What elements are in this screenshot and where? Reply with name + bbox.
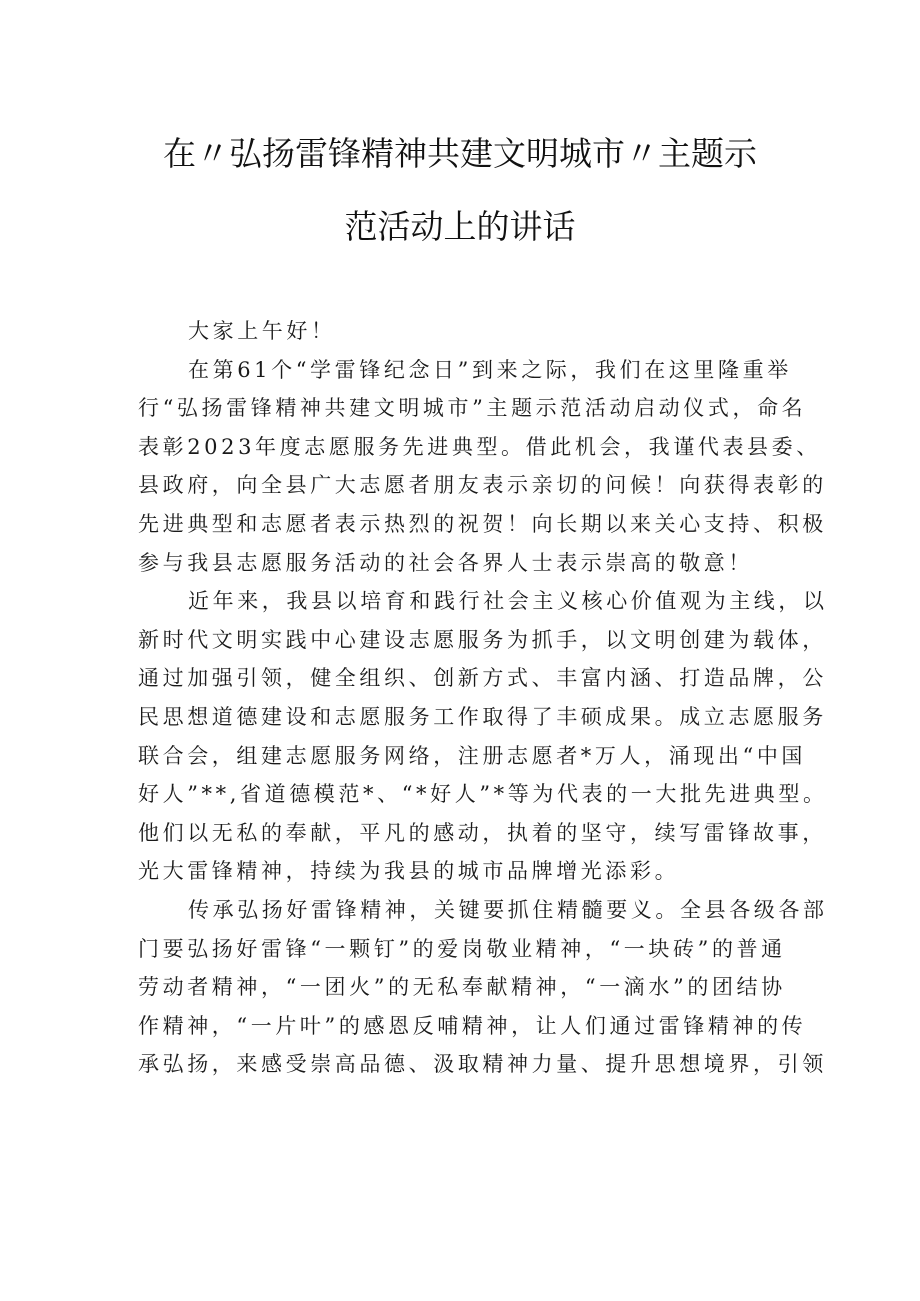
paragraph-greeting [138, 312, 798, 351]
text-line: 作精神，“一片叶”的感恩反哺精神，让人们通过雷锋精神的传 [138, 1013, 807, 1038]
text-line: 县政府，向全县广大志愿者朋友表示亲切的问候！向获得表彰的 [138, 473, 827, 498]
text-line: 近年来，我县以培育和践行社会主义核心价值观为主线，以 [188, 589, 828, 614]
paragraph-lei-feng-spirit [138, 891, 828, 1084]
paragraph-achievements [138, 582, 828, 891]
text-line: 民思想道德建设和志愿服务工作取得了丰硕成果。成立志愿服务 [138, 704, 827, 729]
text-line: 光大雷锋精神，持续为我县的城市品牌增光添彩。 [138, 859, 680, 884]
text-line: 门要弘扬好雷锋“一颗钉”的爱岗敬业精神，“一块砖”的普通 [138, 936, 786, 961]
text-line: 好人”**,省道德模范*、“*好人”*等为代表的一大批先进典型。 [138, 782, 828, 807]
document-title-line-2: 范活动上的讲话 [344, 207, 576, 246]
text-line: 在第61个“学雷锋纪念日”到来之际，我们在这里隆重举 [188, 357, 792, 382]
text-line: 联合会，组建志愿服务网络，注册志愿者*万人，涌现出“中国 [138, 743, 807, 768]
text-line: 大家上午好！ [188, 319, 336, 343]
text-line: 参与我县志愿服务活动的社会各界人士表示崇高的敬意！ [138, 550, 753, 575]
text-line: 承弘扬，来感受崇高品德、汲取精神力量、提升思想境界，引领 [138, 1052, 827, 1077]
text-line: 行“弘扬雷锋精神共建文明城市”主题示范活动启动仪式，命名 [138, 396, 807, 421]
text-line: 先进典型和志愿者表示热烈的祝贺！向长期以来关心支持、积极 [138, 511, 827, 536]
text-line: 他们以无私的奉献，平凡的感动，执着的坚守，续写雷锋故事， [138, 820, 827, 845]
text-line: 新时代文明实践中心建设志愿服务为抓手，以文明创建为载体， [138, 627, 827, 652]
document-title-line-1: 在〃弘扬雷锋精神共建文明城市〃主题示 [163, 134, 757, 173]
text-line: 通过加强引领，健全组织、创新方式、丰富内涵、打造品牌，公 [138, 666, 827, 691]
document-body [138, 312, 828, 1084]
text-line: 表彰2023年度志愿服务先进典型。借此机会，我谨代表县委、 [138, 434, 821, 459]
text-line: 劳动者精神，“一团火”的无私奉献精神，“一滴水”的团结协 [138, 975, 786, 1000]
text-line: 传承弘扬好雷锋精神，关键要抓住精髓要义。全县各级各部 [188, 897, 828, 922]
paragraph-opening [138, 351, 827, 583]
